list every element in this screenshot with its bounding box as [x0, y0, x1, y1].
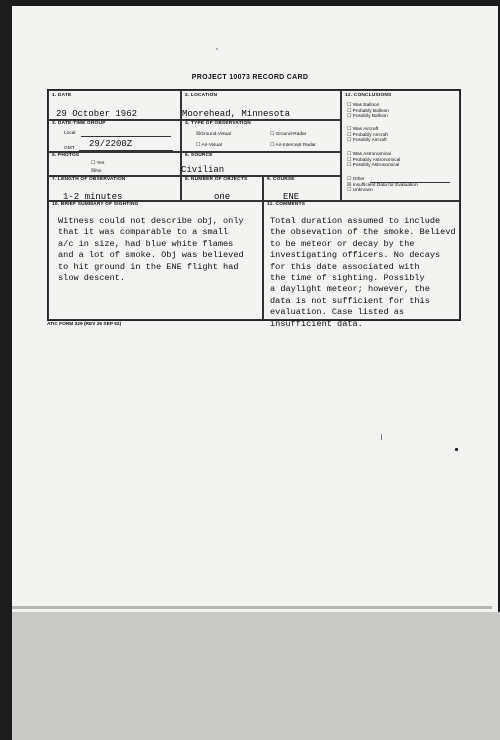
comments-line: insufficient data. — [270, 318, 363, 329]
conclusions-aircraft-group — [347, 127, 388, 144]
summary-line: to hit ground in the ENE flight had — [58, 261, 239, 272]
conclusions-balloon-group — [347, 103, 389, 120]
summary-line: a/c in size, had blue white flames — [58, 238, 234, 249]
conclusion-option: ☐ Was Astronomical — [347, 152, 391, 157]
summary-cell — [48, 201, 263, 320]
comments-line: investigating officers. No decays — [270, 250, 441, 261]
photos-label: 5. PHOTOS — [52, 153, 80, 158]
source-cell — [181, 152, 341, 176]
course-cell — [263, 176, 341, 201]
conclusion-option: ☐ Was Aircraft — [347, 127, 379, 132]
ground-visual-option: ☒Ground-Visual — [196, 132, 231, 137]
comments-line: the time of sighting. Possibly — [270, 273, 425, 284]
course-label: 9. COURSE — [267, 177, 295, 182]
length-value: 1-2 minutes — [63, 192, 123, 202]
conclusion-option: ☐ Probably Balloon — [347, 108, 389, 114]
conclusion-option: ☐ Possibly Balloon — [347, 114, 388, 120]
conclusion-option: ☐ Possibly Astronomical — [347, 163, 400, 169]
observation-type-cell — [181, 120, 341, 152]
objects-cell — [181, 176, 263, 201]
date-label: 1. DATE — [52, 93, 72, 98]
datetime-label: 3. DATE-TIME GROUP — [52, 121, 106, 126]
gmt-value: 29/2200Z — [89, 139, 133, 149]
gmt-label: GMT — [64, 146, 75, 151]
ground-radar-option: ☐ Ground-Radar — [270, 132, 307, 137]
comments-line: Total duration assumed to include — [270, 216, 441, 226]
length-cell — [48, 176, 181, 201]
datetime-cell — [48, 120, 181, 152]
observation-type-label: 4. TYPE OF OBSERVATION — [185, 121, 251, 126]
comments-line: to be meteor or decay by the — [270, 238, 415, 249]
conclusion-option: ☒ Insufficient Data for Evaluation — [347, 182, 418, 188]
summary-line: that it was comparable to a small — [58, 227, 229, 238]
conclusion-option: ☐ Unknown — [347, 188, 373, 194]
conclusion-option: ☐ Was Balloon — [347, 103, 380, 108]
gmt-underline — [79, 150, 173, 151]
objects-label: 8. NUMBER OF OBJECTS — [185, 177, 248, 182]
conclusion-option: ☐ Other — [347, 177, 365, 182]
photos-no-option: ☒No — [91, 169, 102, 174]
comments-line: evaluation. Case listed as — [270, 307, 405, 318]
summary-label: 10. BRIEF SUMMARY OF SIGHTING — [52, 202, 139, 207]
course-value: ENE — [283, 192, 300, 202]
conclusions-astronomical-group — [347, 152, 400, 169]
comments-cell — [263, 201, 460, 329]
comments-line: the obsevation of the smoke. Believd — [270, 227, 456, 238]
scan-speck — [381, 434, 382, 440]
objects-value: one — [214, 192, 231, 202]
conclusions-other-group — [347, 177, 418, 194]
summary-line: slow descent. — [58, 273, 126, 284]
comments-line: data is not sufficient for this — [270, 295, 430, 306]
comments-line: a daylight meteor; however, the — [270, 284, 430, 295]
form-identifier: ATIC FORM 329 (REV 26 SEP 52) — [47, 322, 122, 327]
air-intercept-radar-option: ☐ Air-Intercept Radar — [270, 143, 316, 148]
conclusion-option: ☐ Probably Aircraft — [347, 132, 388, 138]
comments-line: for this date associated with — [270, 261, 420, 272]
conclusions-cell — [341, 90, 460, 201]
air-visual-option: ☐ Air-Visual — [196, 143, 222, 148]
page-edge — [12, 606, 492, 609]
photos-cell — [48, 152, 181, 176]
date-value: 29 October 1962 — [56, 109, 138, 119]
location-value: Moorehead, Minnesota — [182, 109, 291, 119]
summary-line: Witness could not describe obj, only — [58, 216, 244, 226]
source-label: 6. SOURCE — [185, 153, 213, 158]
summary-line: and a lot of smoke. Obj was believed — [58, 250, 244, 261]
location-label: 2. LOCATION — [185, 93, 218, 98]
scan-speck — [216, 48, 218, 50]
length-label: 7. LENGTH OF OBSERVATION — [52, 177, 126, 182]
local-label: Local — [64, 131, 76, 136]
conclusion-option: ☐ Possibly Aircraft — [347, 138, 387, 144]
card-title: PROJECT 10073 RECORD CARD — [191, 74, 309, 81]
date-cell — [48, 90, 181, 120]
summary-text — [58, 216, 244, 284]
conclusion-option: ☐ Probably Astronomical — [347, 157, 401, 163]
page-background-lower — [12, 612, 500, 740]
photos-yes-option: ☐ Yes — [91, 161, 105, 166]
scan-speck — [455, 448, 458, 451]
conclusions-label: 12. CONCLUSIONS — [345, 93, 392, 98]
comments-label: 11. COMMENTS — [267, 202, 306, 207]
location-cell — [181, 90, 341, 120]
local-underline — [81, 136, 171, 137]
source-value: Civilian — [181, 165, 225, 175]
comments-text — [270, 216, 456, 330]
other-underline — [370, 182, 450, 183]
